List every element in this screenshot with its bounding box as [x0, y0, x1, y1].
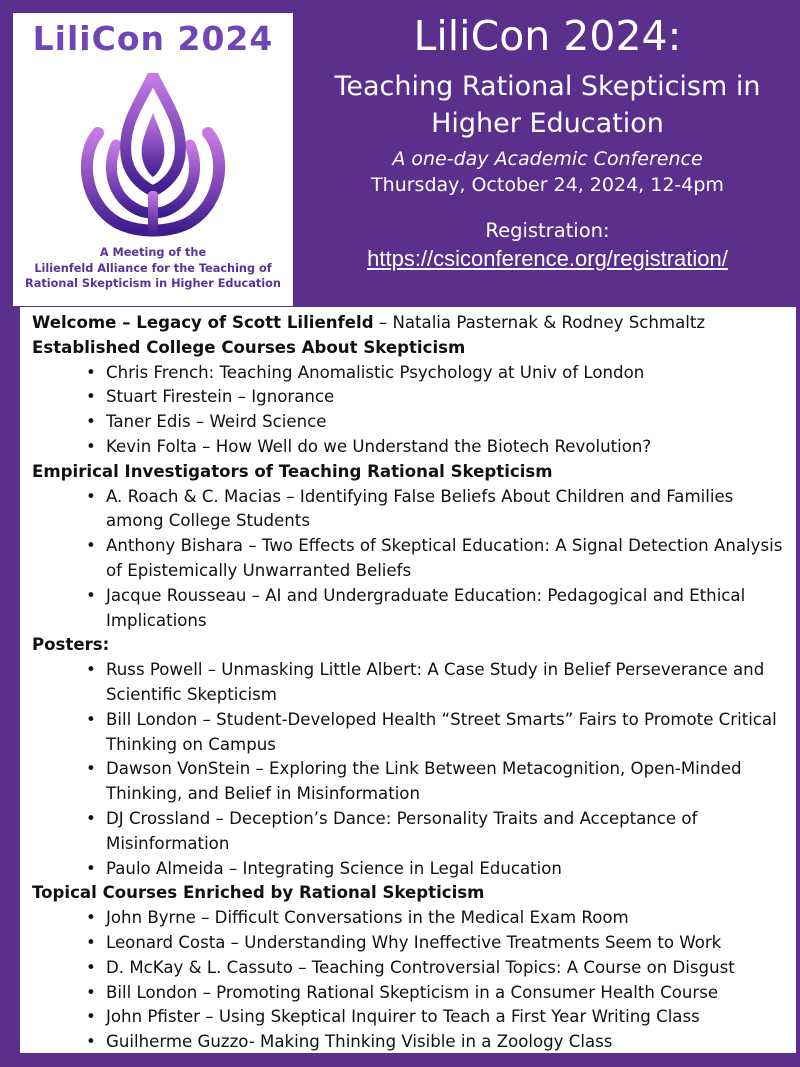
lotus-logo-icon: [78, 73, 228, 243]
section-heading: Topical Courses Enriched by Rational Skepticism: [32, 883, 485, 903]
event-date: Thursday, October 24, 2024, 12-4pm: [371, 174, 724, 196]
subtitle-line: Higher Education: [431, 108, 664, 139]
established-list: [32, 361, 796, 460]
empirical-list: [32, 485, 796, 634]
list-item: • John Byrne – Difficult Conversations in the Medical Exam Room: [106, 906, 796, 931]
tagline: A one-day Academic Conference: [392, 148, 703, 170]
list-item: • John Pfister – Using Skeptical Inquirer to Teach a First Year Writing Class: [106, 1005, 796, 1030]
subtitle-line: Teaching Rational Skepticism in: [334, 71, 761, 102]
program-panel: [20, 307, 796, 1053]
list-item: • Chris French: Teaching Anomalistic Psychology at Univ of London: [106, 361, 796, 386]
list-item: • A. Roach & C. Macias – Identifying False Beliefs About Children and Families among College Students: [106, 485, 796, 535]
section-heading: Posters:: [32, 635, 110, 655]
list-item: • Bill London – Promoting Rational Skepticism in a Consumer Health Course: [106, 981, 796, 1006]
welcome-speakers: – Natalia Pasternak & Rodney Schmaltz: [373, 313, 706, 332]
list-item: • Russ Powell – Unmasking Little Albert: A Case Study in Belief Perseverance and Scientific Skepticism: [106, 658, 796, 708]
section-heading: Empirical Investigators of Teaching Rational Skepticism: [32, 461, 553, 481]
list-item: • Dawson VonStein – Exploring the Link Between Metacognition, Open-Minded Thinking, and Belief in Misinformation: [106, 757, 796, 807]
logo-caption-line: Rational Skepticism in Higher Education: [25, 277, 281, 290]
registration-label: Registration:: [485, 219, 610, 242]
list-item: • Leonard Costa – Understanding Why Ineffective Treatments Seem to Work: [106, 931, 796, 956]
list-item: • Guilherme Guzzo- Making Thinking Visible in a Zoology Class: [106, 1030, 796, 1055]
header: [300, 10, 795, 274]
logo-caption-line: Lilienfeld Alliance for the Teaching of: [34, 261, 272, 275]
topical-list: [32, 906, 796, 1055]
registration-link[interactable]: https://csiconference.org/registration/: [367, 246, 728, 271]
conference-title: LiliCon 2024:: [413, 12, 682, 60]
list-item: • Jacque Rousseau – AI and Undergraduate Education: Pedagogical and Ethical Implications: [106, 584, 796, 634]
logo-panel: [13, 13, 293, 306]
welcome-title: Welcome – Legacy of Scott Lilienfeld: [32, 313, 374, 332]
list-item: • Kevin Folta – How Well do we Understand the Biotech Revolution?: [106, 435, 796, 460]
posters-list: [32, 658, 796, 881]
welcome-section: [32, 311, 796, 336]
list-item: • D. McKay & L. Cassuto – Teaching Controversial Topics: A Course on Disgust: [106, 956, 796, 981]
logo-title: LiliCon 2024: [32, 19, 274, 58]
list-item: • DJ Crossland – Deception’s Dance: Personality Traits and Acceptance of Misinformation: [106, 807, 796, 857]
section-heading: Established College Courses About Skepticism: [32, 337, 466, 357]
list-item: • Anthony Bishara – Two Effects of Skeptical Education: A Signal Detection Analysis of Epistemically Unwarranted Beliefs: [106, 534, 796, 584]
list-item: • Taner Edis – Weird Science: [106, 410, 796, 435]
list-item: • Bill London – Student-Developed Health “Street Smarts” Fairs to Promote Critical Thinking on Campus: [106, 708, 796, 758]
logo-caption: [13, 245, 293, 292]
logo-caption-line: A Meeting of the: [99, 246, 207, 259]
list-item: • Paulo Almeida – Integrating Science in Legal Education: [106, 857, 796, 882]
list-item: • Stuart Firestein – Ignorance: [106, 385, 796, 410]
conference-subtitle: [300, 68, 795, 142]
